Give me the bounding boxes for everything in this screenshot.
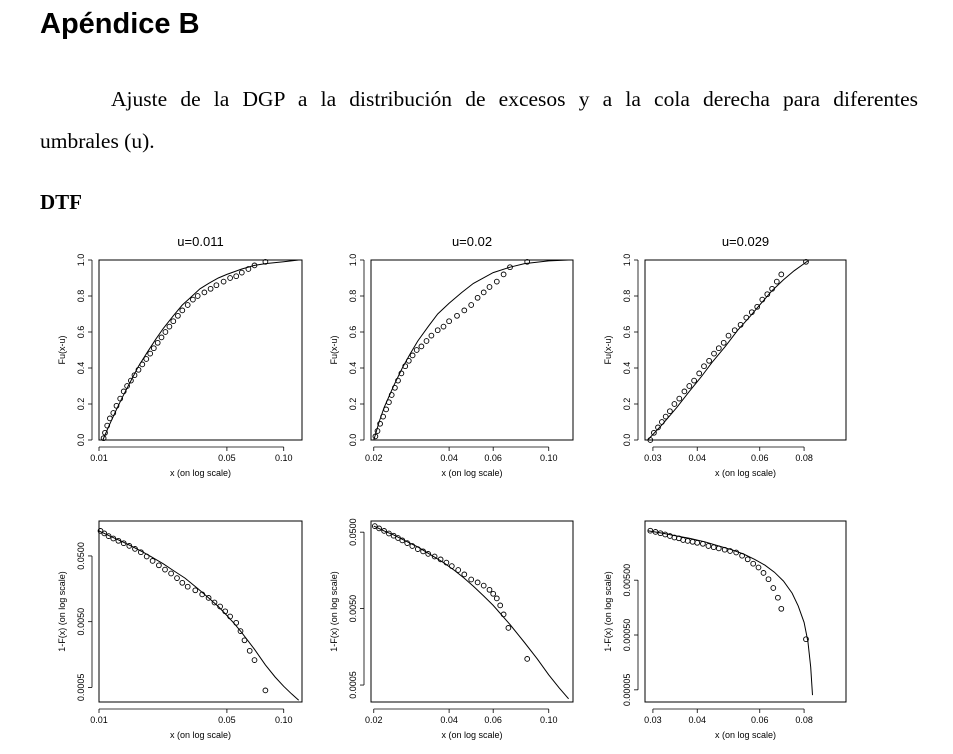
y-axis-label: 1-F(x) (on log scale) (603, 571, 613, 652)
x-tick-label: 0.06 (750, 453, 769, 463)
y-tick-label: 0.00005 (622, 673, 632, 707)
y-tick-label: 0.8 (348, 289, 358, 303)
data-point (761, 571, 766, 576)
data-point (424, 339, 429, 344)
x-tick-label: 0.05 (218, 453, 236, 463)
data-point (716, 346, 721, 351)
x-tick-label: 0.05 (218, 715, 236, 725)
data-point (171, 319, 176, 324)
y-tick-label: 0.0 (76, 433, 86, 447)
y-tick-label: 0.2 (76, 397, 86, 411)
data-point (441, 324, 446, 329)
data-point (221, 279, 226, 284)
data-point (726, 333, 731, 338)
data-point (180, 580, 185, 585)
plot-frame (645, 521, 846, 702)
x-tick-label: 0.10 (274, 715, 293, 725)
data-point (682, 389, 687, 394)
x-axis-label: x (on log scale) (441, 730, 503, 740)
data-point (697, 371, 702, 376)
y-tick-label: 0.6 (348, 325, 358, 339)
data-point (475, 295, 480, 300)
fitted-curve (374, 260, 569, 440)
y-tick-label: 0.0005 (348, 671, 358, 699)
y-tick-label: 0.00500 (622, 563, 632, 597)
data-points (373, 259, 530, 438)
y-tick-label: 1.0 (622, 253, 632, 267)
x-axis (90, 447, 292, 463)
data-point (711, 545, 716, 550)
x-tick-label: 0.02 (364, 715, 383, 725)
data-point (169, 571, 174, 576)
data-point (498, 603, 503, 608)
y-tick-label: 0.4 (348, 361, 358, 375)
x-axis (644, 447, 813, 463)
y-tick-label: 0.6 (76, 325, 86, 339)
y-tick-label: 0.2 (348, 397, 358, 411)
data-point (414, 348, 419, 353)
data-point (157, 563, 162, 568)
data-point (252, 658, 257, 663)
intro-line-1: Ajuste de la DGP a la distribución de excesos y a la cola derecha para diferentes (111, 87, 918, 111)
data-point (491, 591, 496, 596)
data-point (167, 324, 172, 329)
y-axis (76, 254, 92, 447)
chart-title: u=0.029 (721, 234, 770, 249)
x-tick-label: 0.10 (539, 453, 558, 463)
x-tick-label: 0.10 (274, 453, 293, 463)
data-point (685, 539, 690, 544)
data-point (692, 378, 697, 383)
data-point (672, 402, 677, 407)
chart-2 (329, 234, 573, 478)
y-axis-label: Fu(x-u) (603, 335, 613, 365)
data-point (721, 340, 726, 345)
data-point (487, 285, 492, 290)
x-tick-label: 0.04 (688, 453, 707, 463)
data-point (159, 335, 164, 340)
y-tick-label: 0.00050 (622, 618, 632, 652)
data-point (501, 272, 506, 277)
y-tick-label: 0.4 (76, 361, 86, 375)
data-point (481, 290, 486, 295)
data-point (690, 539, 695, 544)
x-axis-label: x (on log scale) (714, 730, 777, 740)
section-heading: DTF (40, 190, 82, 214)
data-point (429, 333, 434, 338)
data-point (208, 286, 213, 291)
data-point (155, 340, 160, 345)
data-point (469, 577, 474, 582)
data-point (234, 274, 239, 279)
data-point (751, 561, 756, 566)
page-heading: Apéndice B (40, 8, 200, 40)
y-tick-label: 0.0 (622, 433, 632, 447)
data-point (263, 688, 268, 693)
x-axis (365, 709, 558, 725)
data-point (494, 596, 499, 601)
plot-frame (99, 260, 302, 440)
data-point (419, 344, 424, 349)
data-points (648, 528, 809, 641)
data-point (677, 396, 682, 401)
y-tick-label: 0.4 (622, 361, 632, 375)
data-point (195, 294, 200, 299)
x-axis-label: x (on log scale) (169, 468, 232, 478)
data-point (745, 557, 750, 562)
y-tick-label: 1.0 (76, 253, 86, 267)
y-tick-label: 0.6 (622, 325, 632, 339)
data-points (372, 524, 529, 662)
fitted-curve (99, 531, 299, 700)
data-point (756, 565, 761, 570)
data-point (687, 384, 692, 389)
data-point (150, 559, 155, 564)
data-point (525, 657, 530, 662)
y-tick-label: 0.0050 (348, 594, 358, 623)
fitted-curve (103, 260, 299, 440)
data-point (462, 572, 467, 577)
chart-6 (603, 521, 846, 740)
fitted-curve (648, 531, 813, 695)
x-tick-label: 0.03 (644, 715, 662, 725)
data-point (501, 612, 506, 617)
y-tick-label: 0.8 (622, 289, 632, 303)
data-point (494, 279, 499, 284)
data-point (487, 587, 492, 592)
data-point (228, 276, 233, 281)
data-point (462, 308, 467, 313)
data-points (98, 529, 268, 693)
data-point (702, 364, 707, 369)
y-axis-label: Fu(x-u) (57, 335, 67, 365)
intro-line-2: umbrales (u). (40, 129, 155, 153)
data-point (163, 567, 168, 572)
x-tick-label: 0.06 (484, 453, 502, 463)
x-tick-label: 0.01 (90, 715, 108, 725)
y-axis (348, 254, 364, 447)
x-tick-label: 0.04 (688, 715, 707, 725)
chart-1 (57, 234, 302, 478)
y-tick-label: 0.0500 (348, 518, 358, 546)
x-tick-label: 0.08 (795, 715, 813, 725)
y-tick-label: 0.0005 (76, 673, 86, 702)
data-point (185, 584, 190, 589)
x-tick-label: 0.01 (90, 453, 108, 463)
y-axis (622, 254, 638, 447)
y-axis-label: 1-F(x) (on log scale) (57, 571, 67, 652)
fitted-curve (648, 261, 808, 440)
data-point (410, 353, 415, 358)
data-point (151, 346, 156, 351)
x-tick-label: 0.02 (364, 453, 383, 463)
x-tick-label: 0.06 (750, 715, 769, 725)
data-point (481, 583, 486, 588)
data-point (247, 648, 252, 653)
y-tick-label: 0.0500 (76, 542, 86, 570)
data-point (185, 303, 190, 308)
data-point (435, 328, 440, 333)
fitted-curve (374, 526, 569, 699)
y-axis (76, 542, 92, 701)
x-tick-label: 0.06 (484, 715, 502, 725)
y-axis-label: Fu(x-u) (329, 335, 339, 365)
data-point (774, 279, 779, 284)
data-point (707, 358, 712, 363)
data-point (193, 588, 198, 593)
chart-title: u=0.02 (451, 234, 493, 249)
data-point (766, 577, 771, 582)
data-point (180, 308, 185, 313)
plot-frame (645, 260, 846, 440)
x-tick-label: 0.10 (539, 715, 558, 725)
data-point (447, 319, 452, 324)
x-tick-label: 0.04 (440, 453, 458, 463)
x-axis-label: x (on log scale) (169, 730, 232, 740)
y-axis-label: 1-F(x) (on log scale) (329, 571, 339, 652)
data-point (776, 595, 781, 600)
plot-frame (371, 260, 573, 440)
data-point (712, 351, 717, 356)
data-point (148, 351, 153, 356)
data-point (214, 283, 219, 288)
data-point (163, 330, 168, 335)
x-tick-label: 0.03 (644, 453, 662, 463)
data-point (771, 586, 776, 591)
data-points (648, 259, 809, 442)
y-tick-label: 1.0 (348, 253, 358, 267)
x-tick-label: 0.04 (440, 715, 458, 725)
chart-3 (603, 234, 846, 478)
y-tick-label: 0.0050 (76, 607, 86, 636)
plot-frame (371, 521, 573, 702)
data-point (475, 580, 480, 585)
x-axis-label: x (on log scale) (441, 468, 503, 478)
data-point (202, 290, 207, 295)
chart-title: u=0.011 (177, 234, 224, 249)
x-axis (644, 709, 813, 725)
data-point (506, 626, 511, 631)
x-axis (90, 709, 292, 725)
data-point (681, 538, 686, 543)
data-point (469, 303, 474, 308)
x-tick-label: 0.08 (795, 453, 813, 463)
data-point (175, 576, 180, 581)
data-point (455, 313, 460, 318)
x-axis (365, 447, 558, 463)
data-point (695, 540, 700, 545)
chart-5 (329, 518, 573, 740)
y-tick-label: 0.8 (76, 289, 86, 303)
x-axis-label: x (on log scale) (714, 468, 777, 478)
y-tick-label: 0.0 (348, 433, 358, 447)
data-point (779, 272, 784, 277)
data-point (706, 544, 711, 549)
y-axis (622, 564, 638, 706)
data-point (176, 313, 181, 318)
y-tick-label: 0.2 (622, 397, 632, 411)
y-axis (348, 518, 364, 698)
data-point (191, 297, 196, 302)
data-point (239, 270, 244, 275)
chart-4 (57, 521, 302, 740)
data-point (779, 606, 784, 611)
data-points (101, 259, 268, 440)
